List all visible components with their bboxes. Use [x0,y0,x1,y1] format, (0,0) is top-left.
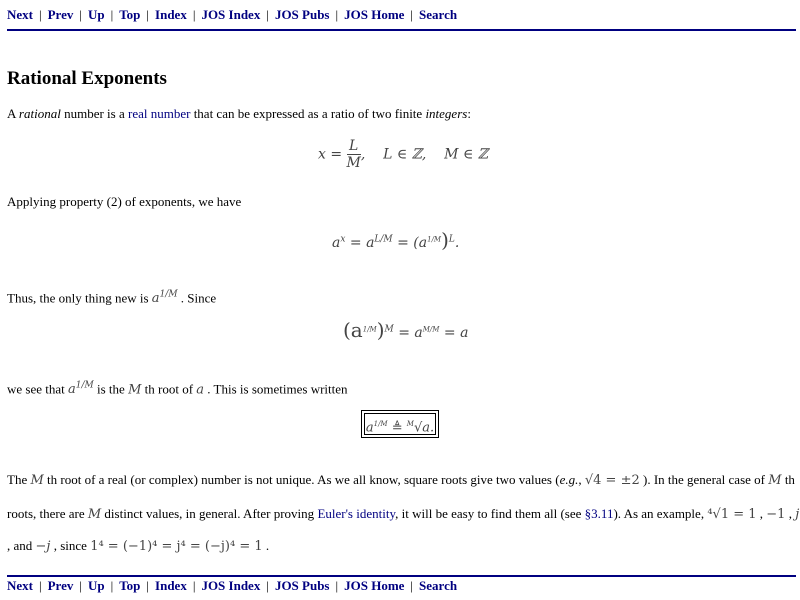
nav-search-link[interactable]: Search [419,578,458,593]
paragraph-rational-definition: A rational number is a real number that can be expressed as a ratio of two finite integers: [7,106,471,121]
nav-search-link[interactable]: Search [419,7,458,22]
nav-jos-pubs-link[interactable]: JOS Pubs [274,7,330,22]
equation-rational-ratio: x = $\frac{L}{M}$ , L ∈ ℤ, M ∈ ℤ [318,138,488,171]
nav-up-link[interactable]: Up [87,7,105,22]
bottom-navigation: Next | Prev | Up | Top | Index | JOS Index | JOS Pubs | JOS Home | Search [7,578,458,593]
paragraph-mth-root: we see that $a^{1/M}$ is the M th root of a . This is sometimes written [7,381,348,398]
nav-next-link[interactable]: Next [7,7,33,22]
fraction-l-over-m: $\frac{L}{M}$ [346,138,361,171]
nav-prev-link[interactable]: Prev [47,7,74,22]
nav-top-link[interactable]: Top [119,578,141,593]
nav-index-link[interactable]: Index [155,578,187,593]
nav-index-link[interactable]: Index [155,7,187,22]
nav-jos-home-link[interactable]: JOS Home [344,7,405,22]
nav-jos-index-link[interactable]: JOS Index [201,578,261,593]
nav-jos-pubs-link[interactable]: JOS Pubs [274,578,330,593]
top-navigation: Next | Prev | Up | Top | Index | JOS Index | JOS Pubs | JOS Home | Search [7,7,458,22]
nav-jos-index-link[interactable]: JOS Index [201,7,261,22]
rational-term: rational [18,106,61,121]
page-title: Rational Exponents [7,68,167,89]
nav-next-link[interactable]: Next [7,578,33,593]
eulers-identity-link[interactable]: Euler's identity [317,506,396,521]
nav-jos-home-link[interactable]: JOS Home [344,578,405,593]
nav-prev-link[interactable]: Prev [47,578,74,593]
nav-up-link[interactable]: Up [87,578,105,593]
integers-term: integers [425,106,468,121]
paragraph-example-roots: , and −j , since 1⁴ = (−1)⁴ = j⁴ = (−j)⁴ = 1 . [7,538,270,554]
section-3-11-link[interactable]: §3.11 [584,506,614,521]
equation-a-to-x: $a^x = a^{L/M} = (a^{1/M})^L$. [332,228,460,252]
real-number-link[interactable]: real number [127,106,191,121]
equation-power-identity: $(a^{1/M})^M = a^{M/M} = a$ [343,318,469,342]
boxed-root-definition: $a^{1/M}$ ≜ $^M$√a. [361,410,439,438]
top-divider [7,29,796,31]
paragraph-distinct-values: roots, there are M distinct values, in general. After proving Euler's identity, it will be easy to find them all (see §3.11). As an example, ⁴√1 = 1 , −1 , j [7,506,800,522]
bottom-divider [7,575,796,577]
paragraph-not-unique: The M th root of a real (or complex) number is not unique. As we all know, square roots give two values (e.g., √4 = ±2 ). In the general case of M th [7,472,795,488]
paragraph-applying-property: Applying property (2) of exponents, we have [7,194,242,209]
paragraph-only-new-thing: Thus, the only thing new is $a^{1/M}$ . Since [7,290,217,307]
nav-top-link[interactable]: Top [119,7,141,22]
